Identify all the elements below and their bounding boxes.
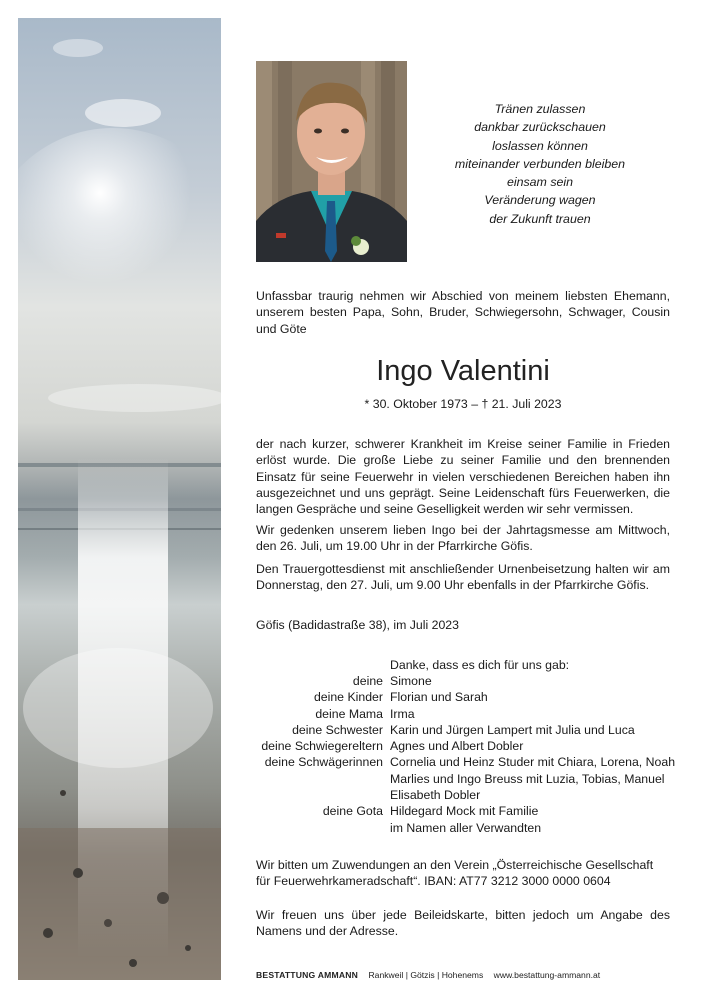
obituary-paragraph: der nach kurzer, schwerer Krankheit im Kreise seiner Familie in Frieden erlöst wurde. Die große Liebe zu seiner Familie und den brennenden Einsatz für seine Feuerwehr in vielen verschiedenen Bereichen haben ihn ausgezeichnet und uns geprägt. Seine Leidenschaft fürs Feuerwerken, die langen Gespräche und seine Geselligkeit werden wir sehr vermissen. xyxy=(256,437,670,517)
footer xyxy=(256,970,600,980)
relative-names: Hildegard Mock mit Familie xyxy=(390,804,539,819)
poem-line: der Zukunft trauen xyxy=(489,211,591,226)
relative-label: deine Schwiegereltern xyxy=(261,739,383,754)
funeral-home-name: BESTATTUNG AMMANN xyxy=(256,970,359,980)
funeral-service-paragraph: Den Trauergottesdienst mit anschließender Urnenbeisetzung halten wir am Donnerstag, den 27. Juli, um 9.00 Uhr ebenfalls in der Pfarrkirche Göfis. xyxy=(256,562,670,593)
relative-names: im Namen aller Verwandten xyxy=(390,820,542,835)
relative-names: Cornelia und Heinz Studer mit Chiara, Lorena, Noah xyxy=(390,755,676,770)
thanks-heading: Danke, dass es dich für uns gab: xyxy=(390,658,570,672)
life-dates: * 30. Oktober 1973 – † 21. Juli 2023 xyxy=(364,397,562,411)
relative-label: deine xyxy=(352,674,383,688)
relative-row xyxy=(256,689,696,705)
poem xyxy=(440,100,640,228)
relative-label: deine Kinder xyxy=(313,690,383,705)
poem-line: Veränderung wagen xyxy=(484,193,596,208)
relative-row xyxy=(256,722,696,738)
relative-row xyxy=(256,754,696,803)
relative-row xyxy=(256,803,696,836)
relative-label: deine Schwester xyxy=(292,722,383,737)
place-date: Göfis (Badidastraße 38), im Juli 2023 xyxy=(256,618,459,632)
relative-names: Elisabeth Dobler xyxy=(390,788,481,803)
relative-names: Irma xyxy=(390,706,415,721)
relative-label: deine Mama xyxy=(315,706,383,721)
beach-sunset-image xyxy=(18,18,221,980)
relative-row xyxy=(256,738,696,754)
poem-line: einsam sein xyxy=(506,175,574,190)
donation-request: Wir bitten um Zuwendungen an den Verein „Österreichische Gesellschaft für Feuerwehrkameradschaft“. IBAN: AT77 3212 3000 0000 0604 xyxy=(256,858,654,889)
deceased-name: Ingo Valentini xyxy=(376,355,550,387)
relatives-list xyxy=(256,673,696,836)
poem-line: miteinander verbunden bleiben xyxy=(454,156,626,171)
poem-line: loslassen können xyxy=(492,138,588,153)
relative-names: Florian und Sarah xyxy=(390,690,488,705)
relative-label: deine Schwägerinnen xyxy=(264,755,383,770)
funeral-home-website[interactable]: www.bestattung-ammann.at xyxy=(493,970,601,980)
relative-row xyxy=(256,673,696,689)
condolence-card-note: Wir freuen uns über jede Beileidskarte, bitten jedoch um Angabe des Namens und der Adresse. xyxy=(256,908,670,939)
relative-names: Simone xyxy=(390,674,432,688)
portrait-photo xyxy=(256,61,407,262)
relative-names: Karin und Jürgen Lampert mit Julia und Luca xyxy=(390,722,635,737)
relative-row xyxy=(256,706,696,722)
intro-text: Unfassbar traurig nehmen wir Abschied von meinem liebsten Ehemann, unserem besten Papa, Sohn, Bruder, Schwiegersohn, Schwager, Cousin und Göte xyxy=(256,289,670,336)
poem-line: Tränen zulassen xyxy=(494,102,586,116)
poem-line: dankbar zurückschauen xyxy=(474,120,606,135)
funeral-home-locations: Rankweil | Götzis | Hohenems xyxy=(368,970,484,980)
relative-names: Agnes und Albert Dobler xyxy=(390,739,524,754)
relative-names: Marlies und Ingo Breuss mit Luzia, Tobias, Manuel xyxy=(390,771,665,786)
memorial-mass-paragraph: Wir gedenken unserem lieben Ingo bei der Jahrtagsmesse am Mittwoch, den 26. Juli, um 19.00 Uhr in der Pfarrkirche Göfis. xyxy=(256,523,670,554)
relative-label: deine Gota xyxy=(322,804,383,819)
